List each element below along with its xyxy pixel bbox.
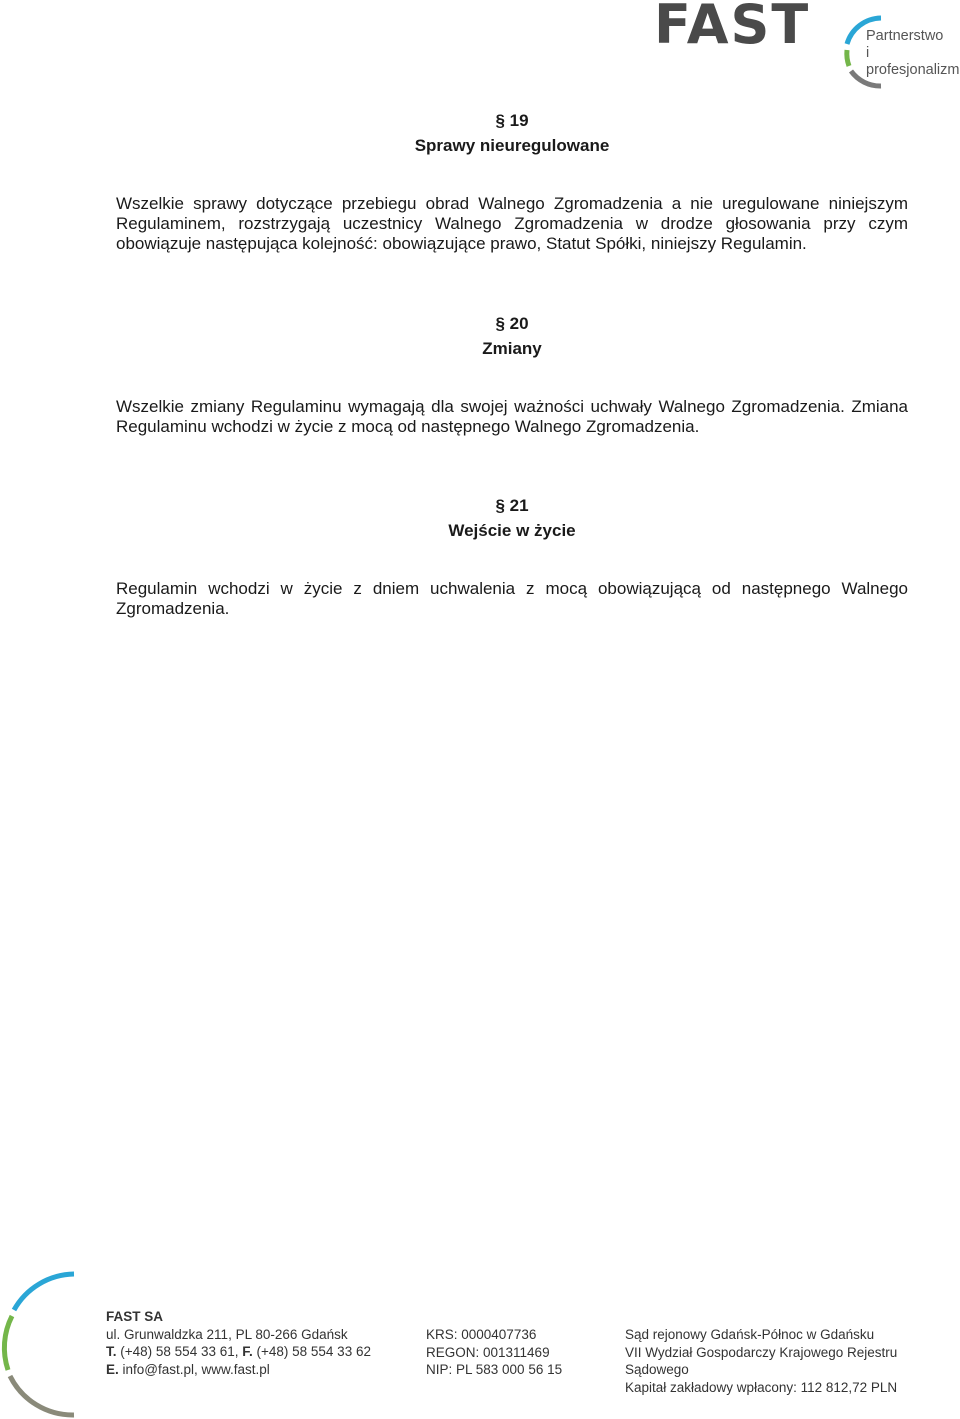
paragraph-symbol: § [495,111,505,130]
section-number [116,494,908,519]
footer-email: E. info@fast.pl, www.fast.pl [106,1361,270,1377]
section-title: Sprawy nieuregulowane [414,135,610,155]
footer-regon: REGON: 001311469 [426,1344,550,1360]
section-text: Wszelkie sprawy dotyczące przebiegu obrad Walnego Zgromadzenia a nie uregulowane niniejszym Regulaminem, rozstrzygają uczestnicy Walnego Zgromadzenia w drodze głosowania przy czym obowiązuje następująca kolejność: obowiązujące prawo, Statut Spółki, niniejszy Regulamin. [116,194,908,253]
logo-tagline [866,28,960,79]
footer-krs: KRS: 0000407736 [426,1327,537,1342]
section-number [116,312,908,337]
footer-nip: NIP: PL 583 000 56 15 [426,1362,563,1377]
footer-court-name: Sąd rejonowy Gdańsk-Północ w Gdańsku [625,1327,875,1342]
section-title: Wejście w życie [448,520,576,540]
section-number-value: 21 [509,496,529,515]
section-21 [116,494,908,619]
footer-court [625,1326,960,1396]
footer-contact [106,1308,371,1378]
section-number [116,109,908,134]
section-text: Regulamin wchodzi w życie z dniem uchwalenia z mocą obowiązującą od następnego Walnego Zgromadzenia. [116,579,908,618]
section-number-value: 19 [509,111,529,130]
footer-address: ul. Grunwaldzka 211, PL 80-266 Gdańsk [106,1326,348,1342]
section-number-value: 20 [509,314,529,333]
section-title: Zmiany [482,338,542,358]
tagline-line-1: Partnerstwo [866,28,944,44]
fast-logo [648,0,960,92]
section-text: Wszelkie zmiany Regulaminu wymagają dla swojej ważności uchwały Walnego Zgromadzenia. Zmiana Regulaminu wchodzi w życie z mocą od następnego Walnego Zgromadzenia. [116,397,908,436]
footer-company: FAST SA [106,1309,164,1324]
footer-registry [426,1326,562,1379]
paragraph-symbol: § [495,496,505,515]
section-20 [116,312,908,437]
logo-wordmark: FAST [654,0,811,56]
footer-arc-icon [0,1270,80,1419]
section-19 [116,109,908,254]
paragraph-symbol: § [495,314,505,333]
tagline-line-2: i profesjonalizm [866,45,960,78]
footer-department: VII Wydział Gospodarczy Krajowego Rejestru Sądowego [625,1344,898,1377]
footer-capital: Kapitał zakładowy wpłacony: 112 812,72 PLN [625,1379,898,1395]
footer-phone: T. (+48) 58 554 33 61, F. (+48) 58 554 33 62 [106,1344,371,1359]
